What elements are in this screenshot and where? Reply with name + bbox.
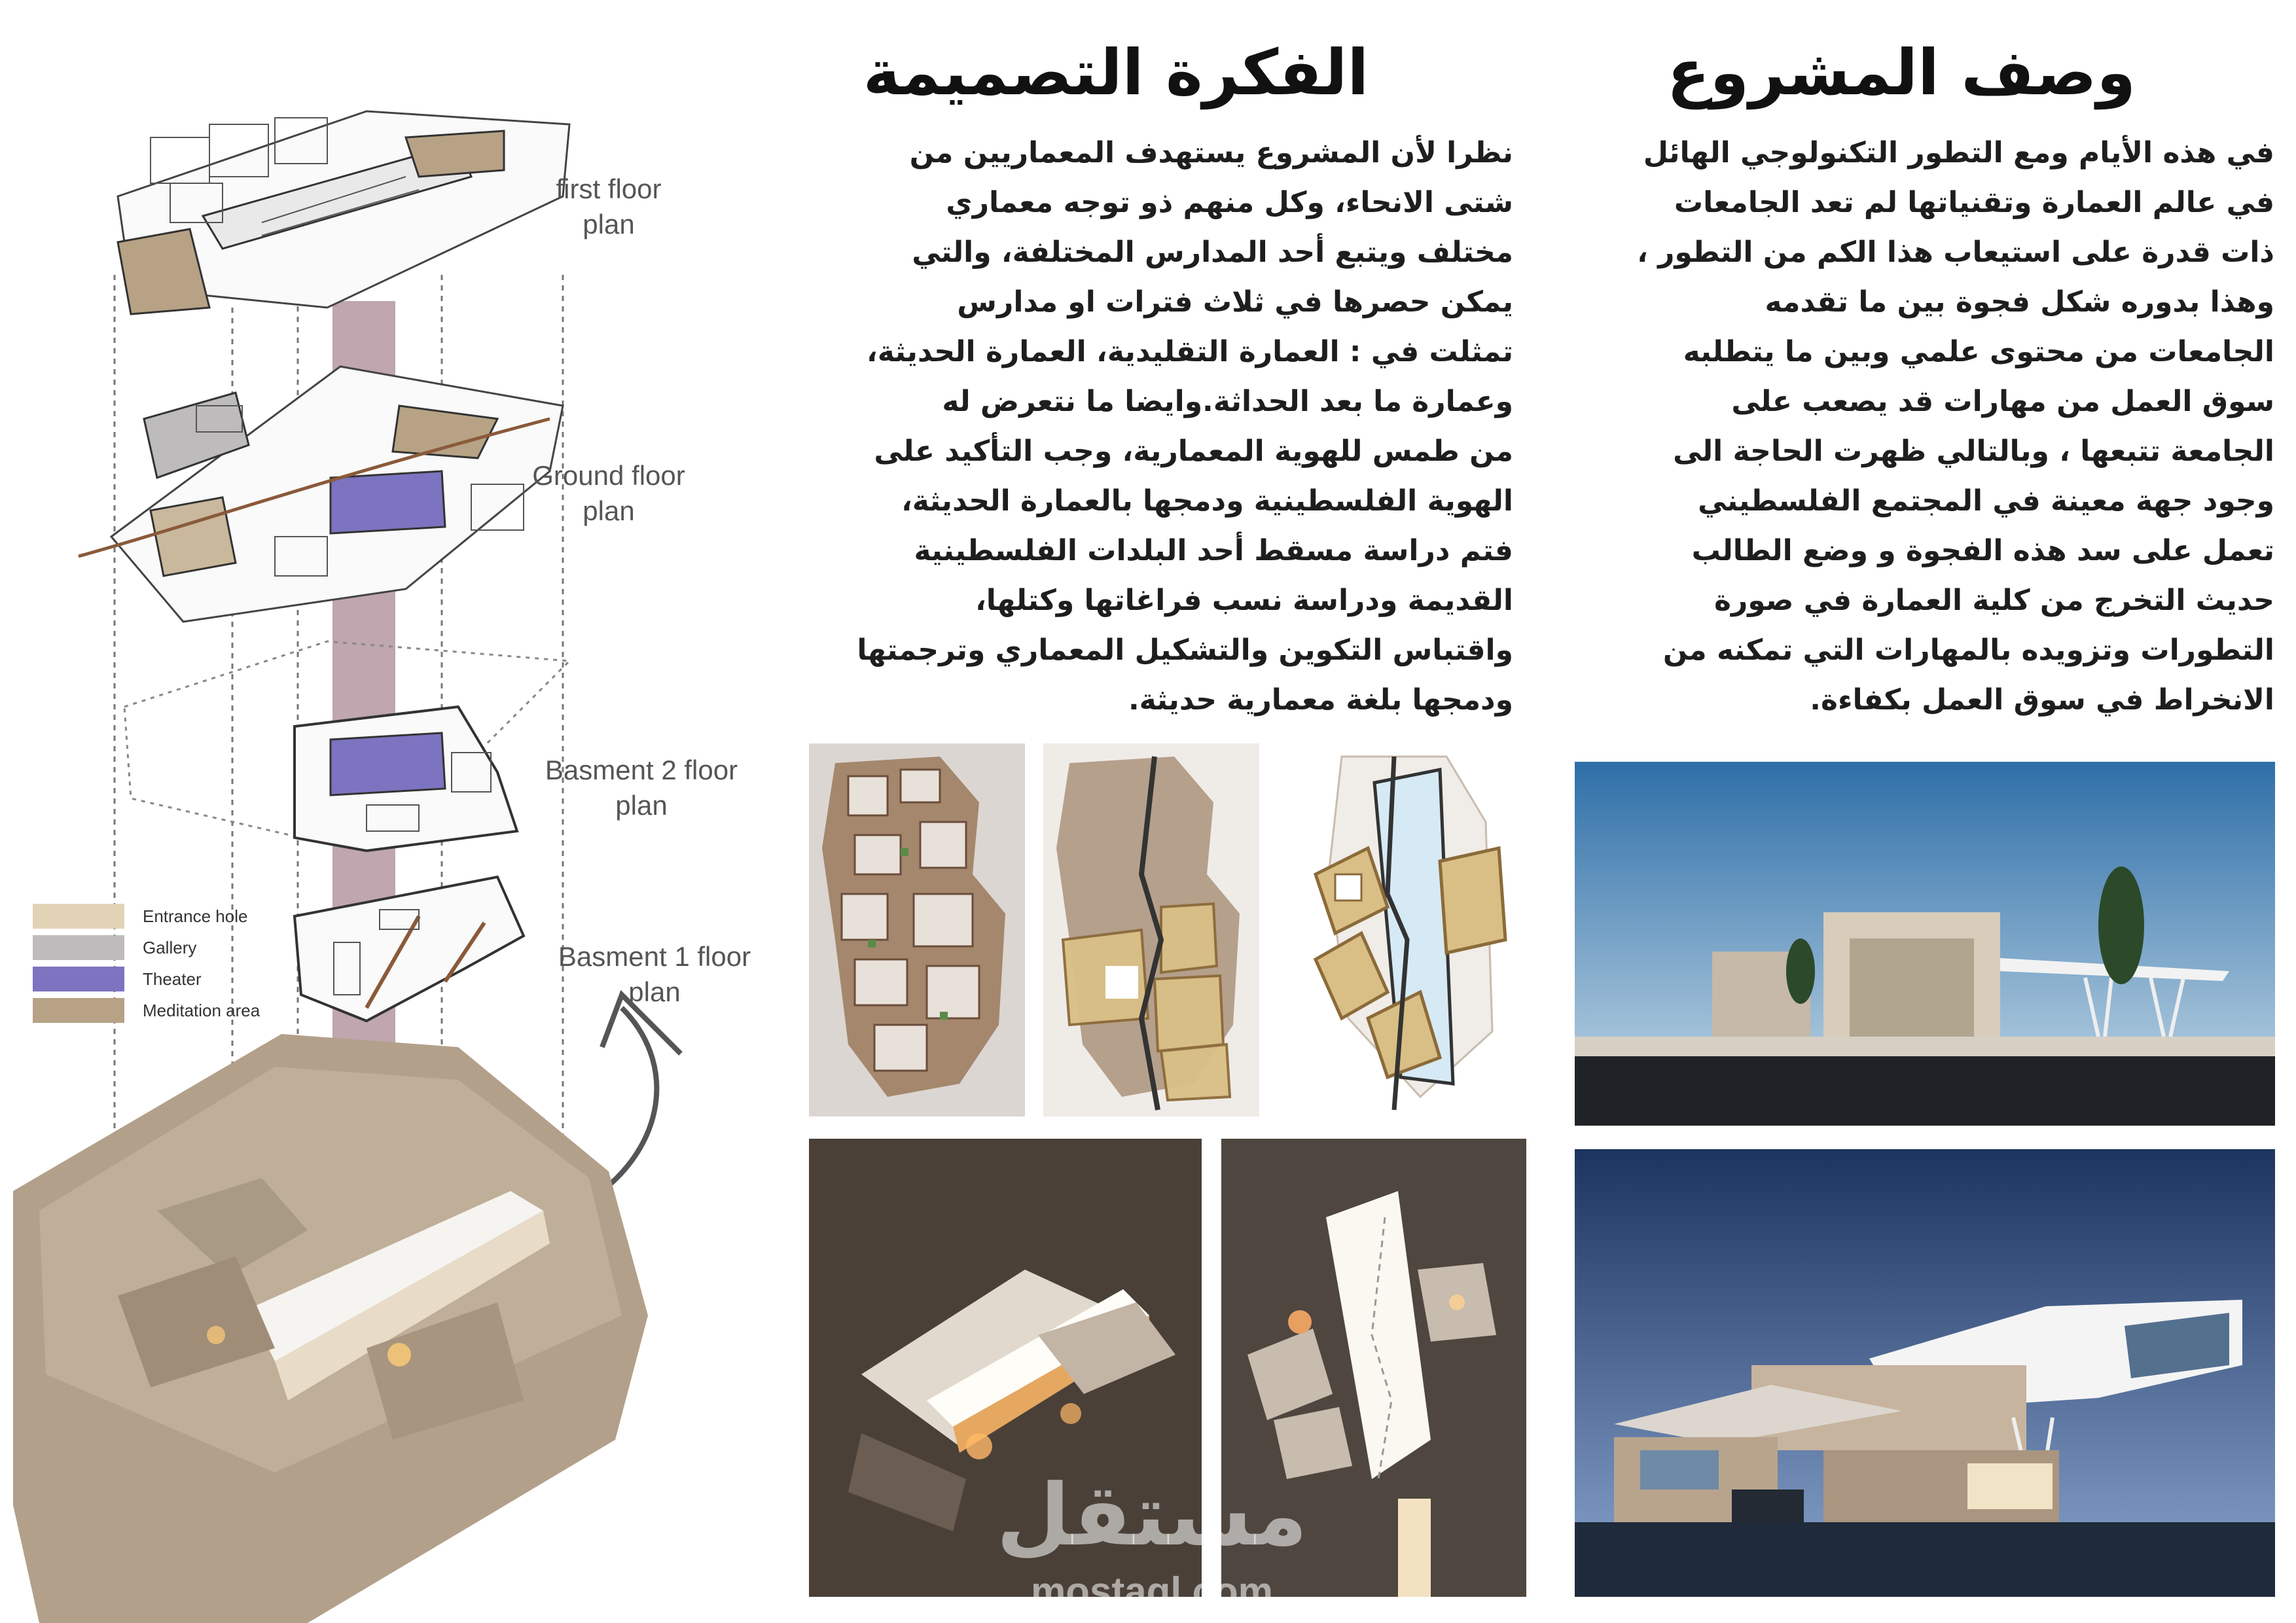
ground-floor-plan bbox=[79, 366, 563, 622]
design-concept-line: شتى الانحاء، وكل منهم ذو توجه معماري bbox=[946, 186, 1513, 219]
design-concept-line: مختلف ويتبع أحد المدارس المختلفة، والتي bbox=[912, 236, 1513, 269]
design-concept-line: القديمة ودراسة نسب فراغاتها وكتلها، bbox=[975, 584, 1513, 617]
project-description-title: وصف المشروع bbox=[1666, 36, 2136, 109]
curved-arrow bbox=[602, 1008, 656, 1191]
project-description-line: في هذه الأيام ومع التطور التكنولوجي الهائل bbox=[1643, 136, 2274, 169]
design-concept-line: تمثلت في : العمارة التقليدية، العمارة الحديثة، bbox=[867, 335, 1513, 368]
first-floor-plan bbox=[118, 111, 569, 314]
render-front-elevation bbox=[1575, 762, 2275, 1126]
legend-swatch bbox=[33, 935, 124, 960]
plan-overlay-diagram bbox=[1043, 743, 1259, 1116]
legend-label: Gallery bbox=[143, 937, 197, 957]
legend-item bbox=[33, 963, 260, 995]
design-concept-line: من طمس للهوية المعمارية، وجب التأكيد على bbox=[874, 435, 1513, 468]
legend-swatch bbox=[33, 998, 124, 1023]
project-description-paragraph bbox=[1568, 128, 2274, 725]
project-description-line: تعمل على سد هذه الفجوة و وضع الطالب bbox=[1691, 534, 2274, 567]
project-description-line: الجامعة تتبعها ، وبالتالي ظهرت الحاجة الى bbox=[1673, 435, 2274, 468]
watermark-arabic: مستقل bbox=[996, 1465, 1308, 1565]
basement-2-plan-label bbox=[524, 753, 759, 823]
project-description-line: وهذا بدوره شكل فجوة بين ما تقدمه bbox=[1765, 285, 2274, 319]
legend-swatch bbox=[33, 904, 124, 929]
ground-floor-label-line2: plan bbox=[583, 495, 635, 526]
design-concept-paragraph bbox=[806, 128, 1513, 725]
project-description-line: في عالم العمارة وتقنياتها لم تعد الجامعات bbox=[1674, 186, 2274, 219]
render-perspective-view bbox=[1575, 1149, 2275, 1597]
basement-2-plan bbox=[295, 707, 517, 851]
first-floor-label-line2: plan bbox=[583, 209, 635, 240]
basement-2-label-line2: plan bbox=[615, 790, 668, 821]
design-concept-line: ودمجها بلغة معمارية حديثة. bbox=[1128, 683, 1513, 717]
design-concept-line: وعمارة ما بعد الحداثة.وايضا ما نتعرض له bbox=[942, 385, 1513, 418]
design-concept-line: واقتباس التكوين والتشكيل المعماري وترجمتها bbox=[857, 633, 1513, 667]
watermark-latin: mostaql.com bbox=[1030, 1569, 1274, 1613]
first-floor-label-line1: first floor bbox=[556, 173, 662, 204]
legend-swatch bbox=[33, 967, 124, 991]
basement-2-label-line1: Basment 2 floor bbox=[545, 755, 738, 785]
basement-1-plan-label bbox=[537, 939, 772, 1010]
legend-item bbox=[33, 995, 260, 1026]
project-description-line: حديث التخرج من كلية العمارة في صورة bbox=[1713, 584, 2274, 617]
concept-abstraction-diagram bbox=[1302, 743, 1525, 1116]
basement-1-label-line1: Basment 1 floor bbox=[558, 941, 751, 972]
project-description-line: الجامعات من محتوى علمي وبين ما يتطلبه bbox=[1683, 335, 2274, 368]
design-concept-line: الهوية الفلسطينية ودمجها بالعمارة الحديثة، bbox=[901, 484, 1513, 518]
village-plan-diagram bbox=[809, 743, 1025, 1116]
project-description-line: الانخراط في سوق العمل بكفاءة. bbox=[1810, 683, 2274, 717]
basement-1-label-line2: plan bbox=[628, 976, 681, 1007]
legend-label: Theater bbox=[143, 969, 202, 989]
basement-1-plan bbox=[295, 877, 524, 1021]
design-concept-line: يمكن حصرها في ثلاث فترات او مدارس bbox=[957, 285, 1513, 319]
legend-label: Meditation area bbox=[143, 1000, 260, 1020]
first-floor-plan-label bbox=[511, 171, 707, 242]
legend-item bbox=[33, 901, 260, 932]
project-description-line: سوق العمل من مهارات قد يصعب على bbox=[1731, 385, 2274, 418]
project-description-line: التطورات وتزويده بالمهارات التي تمكنه من bbox=[1662, 633, 2274, 667]
design-concept-title: الفكرة التصميمة bbox=[863, 36, 1369, 109]
legend-label: Entrance hole bbox=[143, 906, 248, 926]
legend bbox=[33, 901, 260, 1026]
site-model bbox=[13, 1034, 648, 1623]
project-description-line: وجود جهة معينة في المجتمع الفلسطيني bbox=[1698, 484, 2274, 518]
ground-floor-label-line1: Ground floor bbox=[532, 460, 685, 491]
project-description-line: ذات قدرة على استيعاب هذا الكم من التطور ، bbox=[1637, 236, 2274, 269]
legend-item bbox=[33, 932, 260, 963]
design-concept-line: نظرا لأن المشروع يستهدف المعماريين من bbox=[909, 136, 1513, 169]
ground-floor-plan-label bbox=[511, 458, 707, 529]
design-concept-line: فتم دراسة مسقط أحد البلدات الفلسطينية bbox=[914, 534, 1513, 567]
